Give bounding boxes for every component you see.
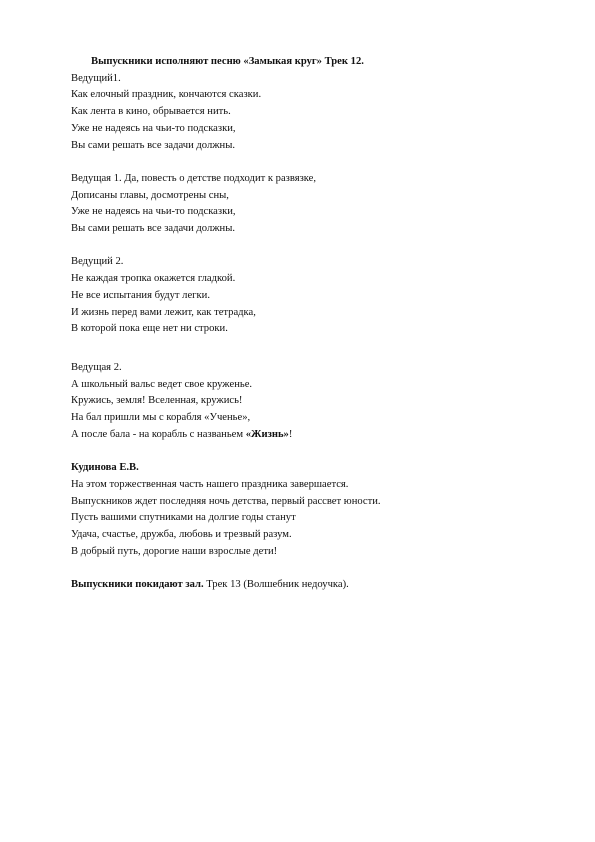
verse-line: Дописаны главы, досмотрены сны, xyxy=(71,189,229,201)
speaker-line: Ведущая 1. Да, повесть о детстве подходит к развязке, xyxy=(71,172,317,184)
intro-line xyxy=(71,54,541,71)
speaker-label: Ведущий1. xyxy=(71,72,121,84)
verse-line: Как елочный праздник, кончаются сказки. xyxy=(71,89,262,101)
verse-line: Кружись, земля! Вселенная, кружись! xyxy=(71,395,243,407)
verse-line: И жизнь перед вами лежит, как тетрадка, xyxy=(71,306,256,318)
speech-line: В добрый путь, дорогие наши взрослые дети! xyxy=(71,545,278,557)
verse-line: На бал пришли мы с корабля «Ученье», xyxy=(71,412,251,424)
verse-punct: ! xyxy=(288,428,293,440)
verse-line-last xyxy=(71,427,541,444)
verse-line: Не каждая тропка окажется гладкой. xyxy=(71,273,236,285)
spacer xyxy=(71,154,541,171)
speech-line: На этом торжественная часть нашего праздника завершается. xyxy=(71,478,349,490)
verse-line: Вы сами решать все задачи должны. xyxy=(71,139,235,151)
verse-line: Как лента в кино, обрывается нить. xyxy=(71,106,231,118)
verse-line: А школьный вальс ведет свое круженье. xyxy=(71,378,253,390)
speaker-label: Кудинова Е.В. xyxy=(71,462,139,474)
song-title: «Замыкая круг» xyxy=(243,56,322,67)
spacer xyxy=(71,338,541,360)
speech-line: Пусть вашими спутниками на долгие годы станут xyxy=(71,512,296,524)
speech-line: Выпускников ждет последняя ночь детства, первый рассвет юности. xyxy=(71,495,381,507)
verse-line: Уже не надеясь на чьи-то подсказки, xyxy=(71,206,236,218)
ship-name: «Жизнь» xyxy=(245,428,289,440)
outro-track: Трек 13 (Волшебник недоучка). xyxy=(203,579,349,591)
outro-line xyxy=(71,577,541,594)
track-label: Трек 12. xyxy=(321,56,364,67)
verse-line: Не все испытания будут легки. xyxy=(71,289,210,301)
script-text xyxy=(71,54,541,594)
speaker-label: Ведущая 2. xyxy=(71,361,122,373)
verse-line: Вы сами решать все задачи должны. xyxy=(71,223,235,235)
spacer xyxy=(71,560,541,577)
verse-text: А после бала - на корабль с названьем xyxy=(71,428,246,440)
outro-bold: Выпускники покидают зал. xyxy=(71,579,204,591)
spacer xyxy=(71,238,541,255)
speaker-label: Ведущий 2. xyxy=(71,256,124,268)
verse-line: Уже не надеясь на чьи-то подсказки, xyxy=(71,122,236,134)
intro-text: Выпускники исполняют песню xyxy=(91,56,244,67)
spacer xyxy=(71,443,541,460)
verse-line: В которой пока еще нет ни строки. xyxy=(71,323,228,335)
speech-line: Удача, счастье, дружба, любовь и трезвый разум. xyxy=(71,528,292,540)
